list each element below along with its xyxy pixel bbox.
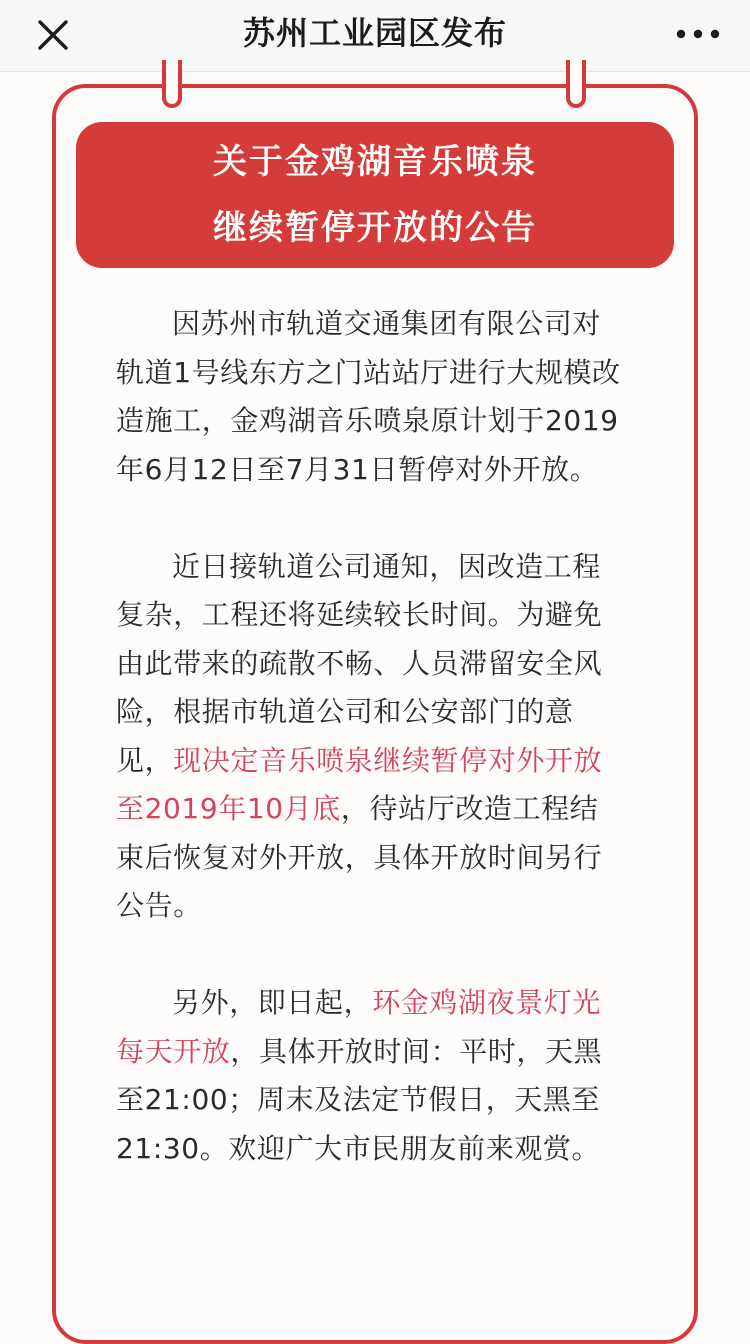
top-nav-bar	[0, 0, 750, 72]
close-button[interactable]	[30, 14, 74, 58]
paragraph-2	[116, 543, 626, 931]
more-icon	[670, 14, 726, 58]
paragraph-1: 因苏州市轨道交通集团有限公司对轨道1号线东方之门站站厅进行大规模改造施工，金鸡湖音乐喷泉原计划于2019年6月12日至7月31日暂停对外开放。	[116, 307, 621, 486]
paragraph-3	[116, 979, 626, 1173]
close-icon	[30, 14, 74, 58]
notice-title-banner	[76, 122, 674, 268]
paragraph-3-highlight: 环金鸡湖夜景灯光每天开放	[116, 986, 602, 1068]
paragraph-2-text-a: 近日接轨道公司通知，因改造工程复杂，工程还将延续较长时间。为避免由此带来的疏散不畅、人员滞留安全风险，根据市轨道公司和公安部门的意见，	[116, 549, 603, 777]
page-title: 苏州工业园区发布	[242, 14, 507, 52]
paragraph-3-text-a: 另外，即日起，	[172, 986, 373, 1019]
paragraph-3-text-b: ，具体开放时间：平时，天黑至21:00；周末及法定节假日，天黑至21:30。欢迎广大市民朋友前来观赏。	[116, 1034, 603, 1165]
notice-body	[116, 300, 626, 1222]
binder-ring-right	[566, 60, 586, 108]
notice-title-line-2: 继续暂停开放的公告	[213, 208, 537, 248]
binder-ring-left	[162, 60, 182, 108]
notice-title-line-1: 关于金鸡湖音乐喷泉	[213, 142, 537, 182]
paragraph-2-text-b: ，待站厅改造工程结束后恢复对外开放，具体开放时间另行公告。	[116, 792, 603, 922]
more-button[interactable]	[670, 14, 726, 58]
paragraph-2-highlight: 现决定音乐喷泉继续暂停对外开放至2019年10月底	[116, 743, 603, 825]
